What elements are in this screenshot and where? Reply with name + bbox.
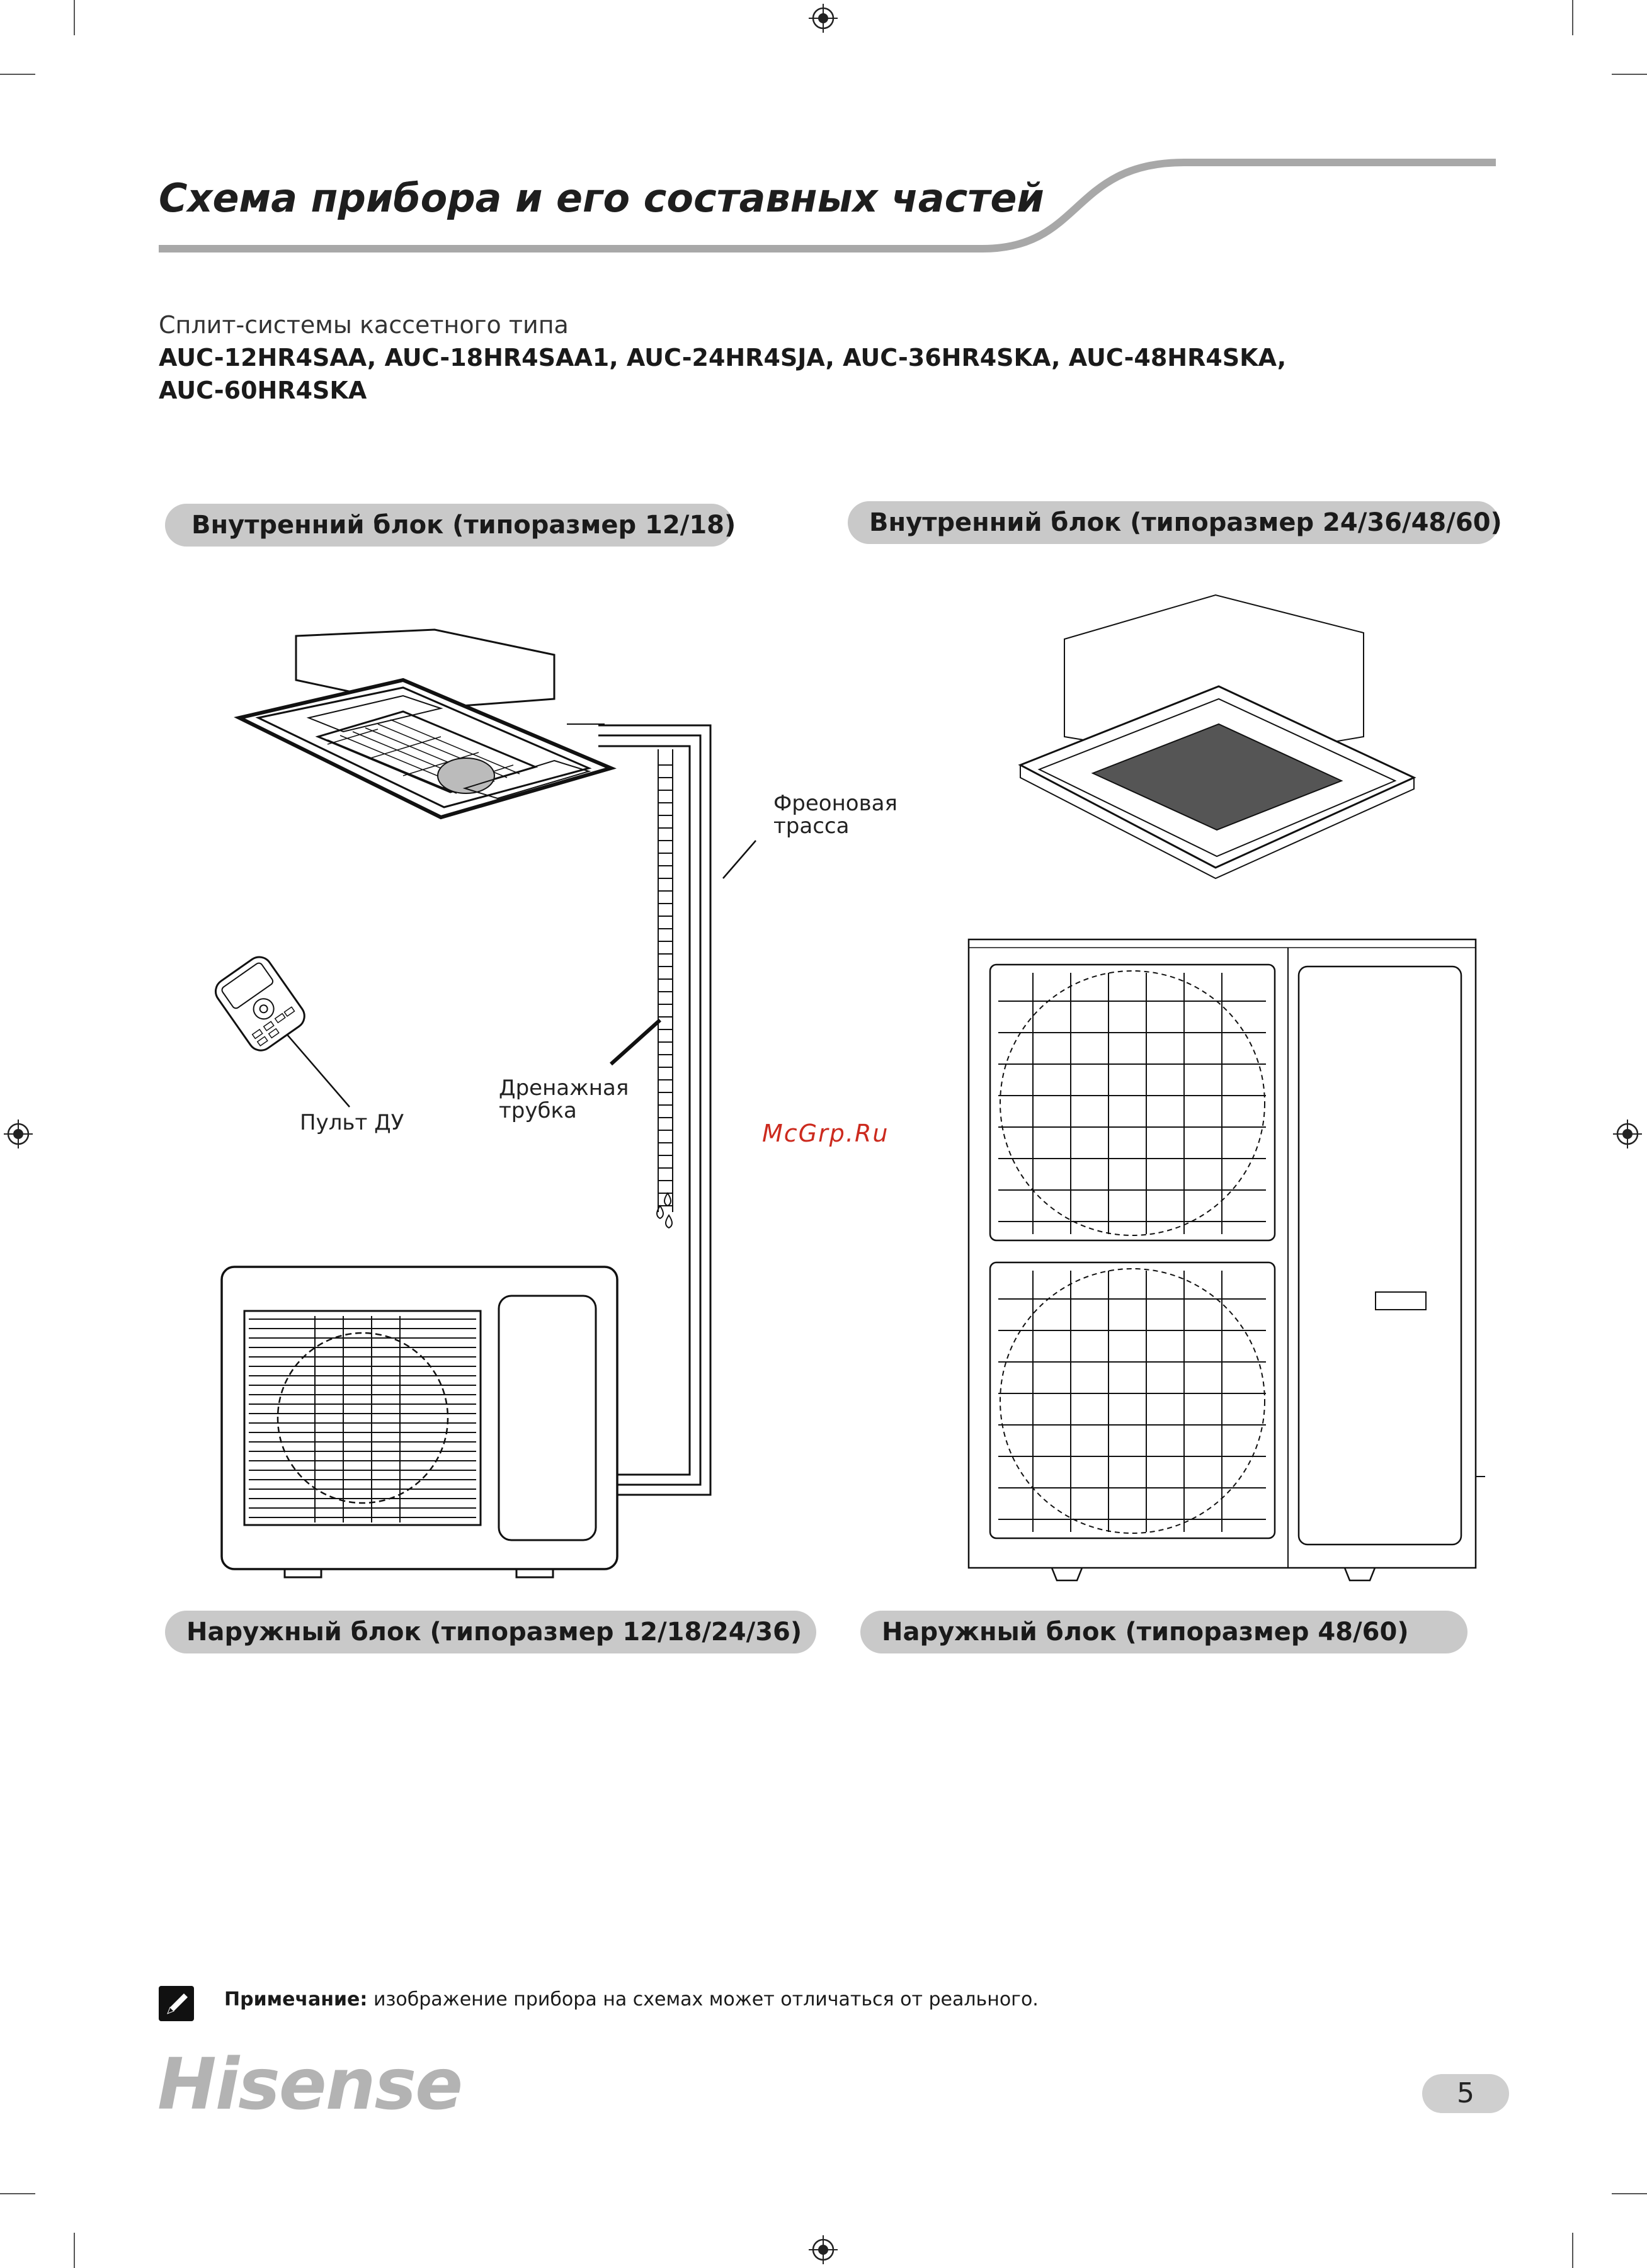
drain-hose-label: Дренажная трубка (499, 1075, 629, 1123)
outdoor-unit-large (969, 939, 1485, 1580)
outdoor-unit-small (222, 1267, 617, 1577)
subtitle: Сплит-системы кассетного типа (159, 311, 569, 339)
note (224, 1988, 1039, 2010)
section-indoor-large: Внутренний блок (типоразмер 24/36/48/60) (848, 501, 1499, 544)
section-indoor-small: Внутренний блок (типоразмер 12/18) (165, 504, 733, 547)
freon-line-label: Фреоновая трасса (773, 791, 898, 839)
watermark: McGrp.Ru (762, 1120, 889, 1147)
models-line-1: AUC-12HR4SAA, AUC-18HR4SAA1, AUC-24HR4SJA, AUC-36HR4SKA, AUC-48HR4SKA, (159, 344, 1287, 371)
indoor-cassette-small (239, 630, 611, 817)
page-title: Схема прибора и его составных частей (159, 175, 1044, 221)
indoor-cassette-large (1020, 595, 1414, 878)
note-prefix: Примечание: (224, 1988, 368, 2010)
section-outdoor-small: Наружный блок (типоразмер 12/18/24/36) (165, 1611, 816, 1653)
page-number: 5 (1422, 2074, 1509, 2113)
pencil-note-icon (159, 1986, 194, 2021)
remote-control (211, 952, 309, 1055)
brand-logo: Hisense (157, 2044, 462, 2126)
remote-label: Пульт ДУ (300, 1110, 404, 1135)
drain-hose (657, 749, 673, 1228)
section-outdoor-large: Наружный блок (типоразмер 48/60) (860, 1611, 1467, 1653)
note-text: изображение прибора на схемах может отличаться от реального. (367, 1988, 1039, 2010)
models-line-2: AUC-60HR4SKA (159, 377, 367, 404)
